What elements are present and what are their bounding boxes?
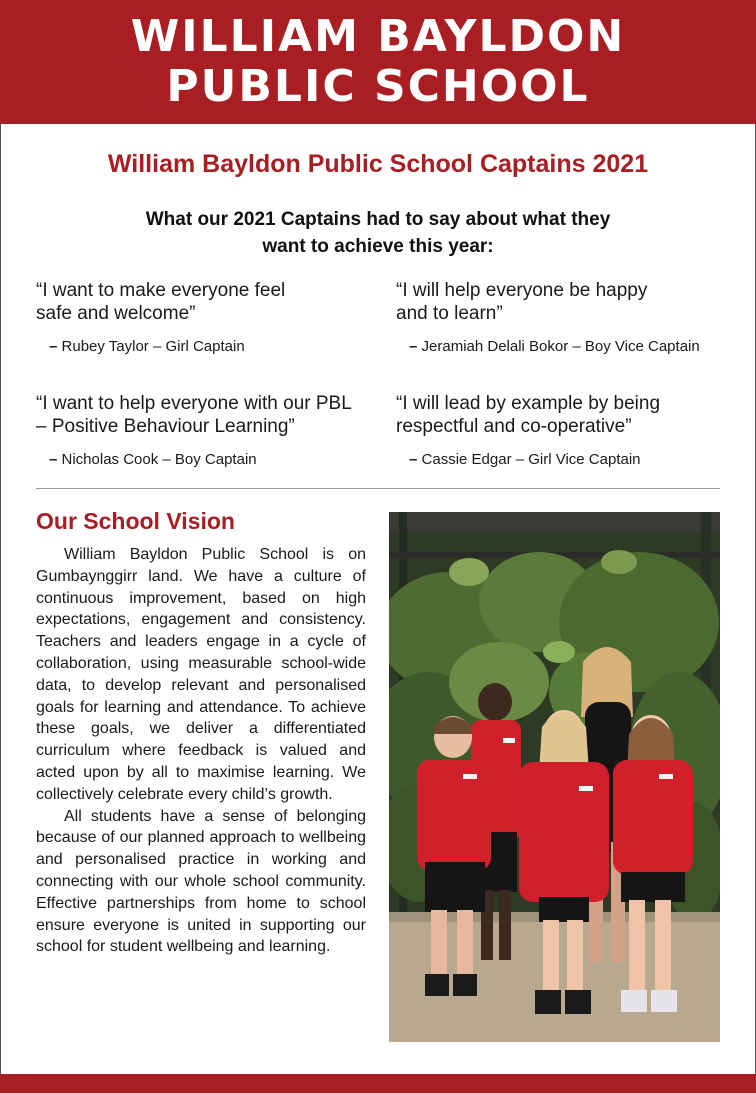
attribution-dash: – xyxy=(409,338,418,355)
attribution-dash: – xyxy=(49,338,58,355)
vision-heading: Our School Vision xyxy=(36,508,235,534)
attribution-jeramiah xyxy=(409,338,700,356)
page-title: William Bayldon Public School Captains 2021 xyxy=(107,150,649,178)
quote-line: safe and welcome” xyxy=(36,303,196,324)
masthead-line-1: WILLIAM BAYLDON xyxy=(130,11,626,62)
quote-line: “I want to make everyone feel xyxy=(36,280,286,301)
subtitle-line-1: What our 2021 Captains had to say about what they xyxy=(145,209,611,230)
quote-line: and to learn” xyxy=(396,303,503,324)
subtitle-line-2: want to achieve this year: xyxy=(262,236,494,257)
attribution-text: Cassie Edgar – Girl Vice Captain xyxy=(421,451,641,468)
quote-line: “I will help everyone be happy xyxy=(396,280,648,301)
attribution-rubey xyxy=(49,338,245,356)
attribution-text: Jeramiah Delali Bokor – Boy Vice Captain xyxy=(421,338,700,355)
quote-nicholas xyxy=(36,392,352,438)
attribution-cassie xyxy=(409,451,641,469)
quote-jeramiah xyxy=(396,279,647,325)
attribution-nicholas xyxy=(49,451,257,469)
quote-line: “I will lead by example by being xyxy=(396,393,661,414)
captains-photo xyxy=(389,512,720,1042)
vision-body xyxy=(36,544,366,958)
footer-bar xyxy=(0,1074,756,1093)
masthead xyxy=(0,0,756,124)
masthead-line-2: PUBLIC SCHOOL xyxy=(166,61,590,112)
attribution-dash: – xyxy=(409,451,418,468)
attribution-text: Nicholas Cook – Boy Captain xyxy=(61,451,257,468)
quote-line: “I want to help everyone with our PBL xyxy=(36,393,352,414)
quote-rubey xyxy=(36,279,285,325)
vision-paragraph-1: William Bayldon Public School is on Gumbaynggirr land. We have a culture of continuous improvement, based on high expectations, engagement and consistency. Teachers and leaders engage in a cycle of collaboration, using measurable school-wide data, to develop relevant and personalised goals for learning and attendance. To achieve these goals, we deliver a differentiated curriculum where feedback is valued and acted upon by all to maximise learning. We collectively celebrate every child’s growth. xyxy=(36,546,366,803)
quote-line: respectful and co-operative” xyxy=(396,416,632,437)
attribution-dash: – xyxy=(49,451,58,468)
quote-cassie xyxy=(396,392,660,438)
quote-line: – Positive Behaviour Learning” xyxy=(36,416,295,437)
captains-subtitle xyxy=(0,206,756,260)
vision-paragraph-2: All students have a sense of belonging because of our planned approach to wellbeing and personalised practice in working and connecting with our whole school community. Effective partnerships from home to school ensure everyone is united in supporting our school for student wellbeing and learning. xyxy=(36,807,366,956)
attribution-text: Rubey Taylor – Girl Captain xyxy=(61,338,245,355)
section-divider xyxy=(36,488,720,489)
